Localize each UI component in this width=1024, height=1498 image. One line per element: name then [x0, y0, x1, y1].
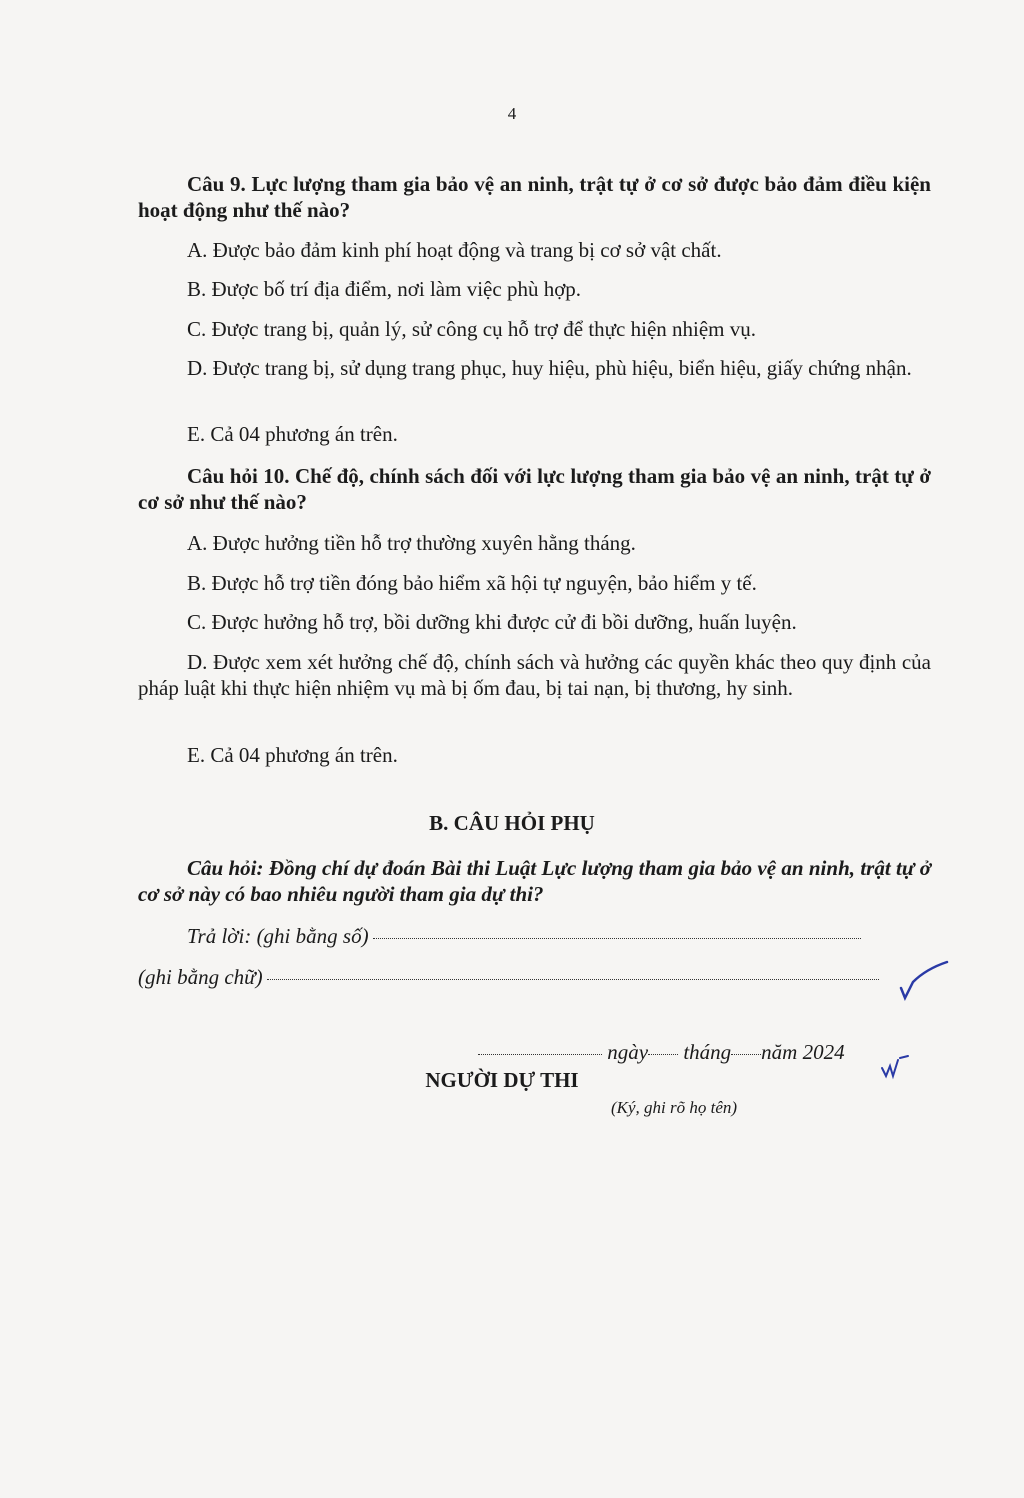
- answer-words-row: [138, 965, 879, 990]
- section-b-heading: B. CÂU HỎI PHỤ: [429, 811, 595, 835]
- month-field[interactable]: [731, 1054, 761, 1055]
- q10-option-c: C. Được hưởng hỗ trợ, bồi dưỡng khi được cử đi bồi dưỡng, huấn luyện.: [187, 610, 797, 634]
- answer-words-field[interactable]: [267, 979, 879, 980]
- month-label: tháng: [683, 1040, 732, 1064]
- q9-option-d: D. Được trang bị, sử dụng trang phục, huy hiệu, phù hiệu, biển hiệu, giấy chứng nhận.: [187, 356, 912, 380]
- day-label: ngày: [607, 1040, 649, 1064]
- question-9-title: Câu 9. Lực lượng tham gia bảo vệ an ninh, trật tự ở cơ sở được bảo đảm điều kiện hoạt động như thế nào?: [138, 172, 931, 222]
- answer-number-field[interactable]: [373, 938, 861, 939]
- signer-note: (Ký, ghi rõ họ tên): [611, 1098, 738, 1117]
- q10-option-e: E. Cả 04 phương án trên.: [187, 743, 398, 767]
- place-field[interactable]: [478, 1054, 602, 1055]
- q9-option-b: B. Được bố trí địa điểm, nơi làm việc phù hợp.: [187, 277, 582, 301]
- signer-title: NGƯỜI DỰ THI: [425, 1068, 579, 1092]
- q9-option-a: A. Được bảo đảm kinh phí hoạt động và trang bị cơ sở vật chất.: [187, 238, 722, 262]
- q9-option-e: E. Cả 04 phương án trên.: [187, 422, 398, 446]
- day-field[interactable]: [648, 1054, 678, 1055]
- section-b-question: Câu hỏi: Đồng chí dự đoán Bài thi Luật Lực lượng tham gia bảo vệ an ninh, trật tự ở cơ sở này có bao nhiêu người tham gia dự thi?: [138, 856, 931, 906]
- answer-words-label: (ghi bằng chữ): [138, 965, 263, 989]
- question-9: [138, 171, 931, 223]
- check-mark-icon: [895, 958, 955, 1008]
- q10-option-b: B. Được hỗ trợ tiền đóng bảo hiểm xã hội tự nguyện, bảo hiểm y tế.: [187, 571, 757, 595]
- q10-option-d: D. Được xem xét hưởng chế độ, chính sách và hưởng các quyền khác theo quy định của pháp luật khi thực hiện nhiệm vụ mà bị ốm đau, bị tai nạn, bị thương, hy sinh.: [138, 650, 931, 700]
- q9-option-c: C. Được trang bị, quản lý, sử công cụ hỗ trợ để thực hiện nhiệm vụ.: [187, 317, 756, 341]
- signature-date-line: [478, 1040, 918, 1065]
- page-number: 4: [507, 104, 517, 123]
- answer-number-label: Trả lời: (ghi bằng số): [187, 924, 369, 948]
- answer-number-row: [187, 924, 861, 949]
- q10-option-a: A. Được hưởng tiền hỗ trợ thường xuyên hằng tháng.: [187, 531, 636, 555]
- year-label: năm 2024: [761, 1040, 845, 1064]
- question-10-title: Câu hỏi 10. Chế độ, chính sách đối với lực lượng tham gia bảo vệ an ninh, trật tự ở cơ sở như thế nào?: [138, 464, 931, 514]
